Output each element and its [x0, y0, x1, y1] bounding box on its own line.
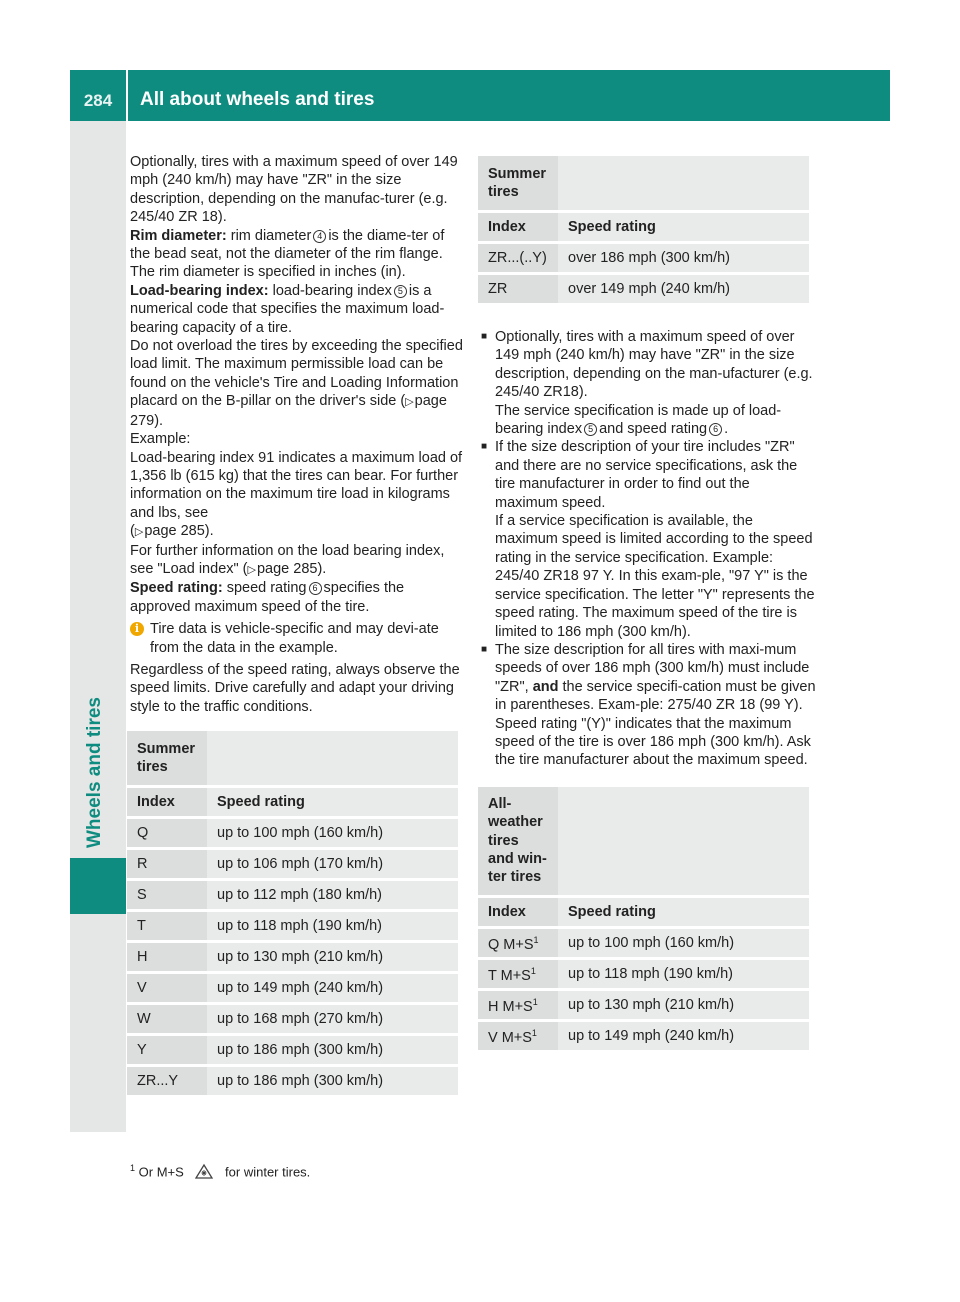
b3-text-2: the service specifi-cation must be given in parentheses. Exam-ple: 275/40 ZR 18 (99 Y). Speed rating "(Y)" indicates that the maximum speed of the tire is over 186 mph (300 km/h). Ask the tire manufacturer about the maximum speed.: [495, 678, 816, 769]
table-row: [127, 1005, 458, 1033]
table-row: [478, 991, 809, 1019]
speed-text-2: specifies the approved maximum speed of the tire.: [130, 580, 405, 615]
cell-index: [478, 1022, 558, 1050]
cell-speed: up to 100 mph (160 km/h): [207, 819, 458, 847]
footnote-ref: 1: [533, 935, 539, 946]
index-text: Q M+S: [488, 936, 534, 953]
cell-speed: up to 149 mph (240 km/h): [558, 1022, 809, 1050]
paragraph-zr: Optionally, tires with a maximum speed of over 149 mph (240 km/h) may have "ZR" in the size description, depending on the manufac-turer (e.g. 245/40 ZR 18).: [130, 154, 458, 226]
cell-index: S: [127, 881, 207, 909]
load-text-2: is a numerical code that specifies the maximum load-bearing capacity of a tire.: [130, 282, 445, 336]
snowflake-mountain-icon: [195, 1163, 213, 1179]
cell-speed: up to 100 mph (160 km/h): [558, 929, 809, 957]
bullet-subtext: If a service specification is available, the maximum speed is limited according to the speed rating in the service specification. Example: 245/40 ZR18 97 Y. In this exam-ple, "97 Y" is the service specification. The letter "Y" represents the speed rating. The maximum speed of the tire is limited to 186 mph (300 km/h).: [495, 513, 815, 640]
index-text: H M+S: [488, 998, 533, 1015]
b3-text: The size description for all tires with maxi-mum speeds of over 186 mph (300 km/h) must include "ZR",: [495, 641, 810, 695]
cell-index: H: [127, 943, 207, 971]
example-text: Load-bearing index 91 indicates a maximum load of 1,356 lb (615 kg) that the tires can bear. For further information on the maximum tire load in kilograms and lbs, see: [130, 449, 463, 521]
index-text: T M+S: [488, 967, 531, 984]
paragraph-speed: [130, 579, 465, 616]
list-item: [481, 438, 816, 640]
cell-index: [478, 991, 558, 1019]
table-row: [478, 929, 809, 957]
table-group-blank: [558, 787, 809, 895]
bullet-icon: ■: [481, 441, 488, 453]
footnote-ref: 1: [530, 966, 536, 977]
cell-index: Y: [127, 1036, 207, 1064]
cell-speed: up to 112 mph (180 km/h): [207, 881, 458, 909]
speed-label: Speed rating:: [130, 580, 223, 597]
callout-4-icon: 4: [313, 230, 326, 243]
cell-index: W: [127, 1005, 207, 1033]
right-column: [481, 153, 816, 1053]
cell-index: T: [127, 912, 207, 940]
cell-speed: up to 118 mph (190 km/h): [207, 912, 458, 940]
page-title: All about wheels and tires: [140, 89, 375, 110]
callout-5-icon: 5: [584, 423, 597, 436]
table-row: [127, 1067, 458, 1095]
list-item: [481, 641, 816, 770]
col-header-index: Index: [478, 213, 558, 241]
rim-text: rim diameter: [230, 227, 312, 244]
page-reference-285-b[interactable]: page 285).: [256, 560, 327, 577]
index-text: V M+S: [488, 1029, 532, 1046]
bullet-text: If the size description of your tire includes "ZR" and there are no service specifications, ask the tire manufacturer in order to find out the maximum speed.: [495, 439, 798, 511]
callout-5-icon: 5: [394, 285, 407, 298]
sub-text-2: and speed rating: [599, 421, 708, 438]
col-header-index: Index: [127, 788, 207, 816]
paragraph-rim: [130, 227, 465, 282]
footnote: [130, 1163, 310, 1179]
arrow-right-icon: ▷: [405, 396, 414, 409]
sidebar: [70, 121, 126, 1132]
bullet-icon: ■: [481, 643, 488, 655]
table-group-header: Summer tires: [127, 731, 207, 785]
footnote-ref: 1: [532, 997, 538, 1008]
paragraph-regardless: Regardless of the speed rating, always observe the speed limits. Drive carefully and adapt your driving style to the traffic conditions.: [130, 661, 460, 715]
cell-index: ZR...(..Y): [478, 244, 558, 272]
arrow-right-icon: ▷: [134, 526, 144, 539]
paragraph-load: [130, 282, 465, 337]
table-row: [127, 974, 458, 1002]
speed-text: speed rating: [226, 580, 307, 597]
table-group-blank: [207, 731, 458, 785]
col-header-speed: Speed rating: [558, 213, 809, 241]
table-row: [478, 275, 809, 303]
load-label: Load-bearing index:: [130, 282, 269, 299]
table-group-header: All-weather tires and win-ter tires: [478, 787, 558, 895]
cell-index: Q: [127, 819, 207, 847]
paragraph-overload: [130, 337, 465, 430]
table-row: [127, 943, 458, 971]
page-header: [70, 70, 890, 121]
cell-index: ZR: [478, 275, 558, 303]
paragraph-example: Load-bearing index 91 indicates a maximum load of 1,356 lb (615 kg) that the tires can bear. For further information on the maximum tire load in kilograms and lbs, see (▷page 285).: [130, 449, 463, 540]
cell-speed: up to 130 mph (210 km/h): [207, 943, 458, 971]
info-text: Tire data is vehicle-specific and may devi-ate from the data in the example.: [150, 621, 439, 656]
table-row: [127, 850, 458, 878]
table-row: [127, 819, 458, 847]
table-row: [478, 244, 809, 272]
callout-6-icon: 6: [309, 582, 322, 595]
overload-text: Do not overload the tires by exceeding the specified load limit. The maximum permissible load can be found on the vehicle's Tire and Loading Information placard on the B-pillar on the driver's side (: [130, 338, 463, 410]
col-header-speed: Speed rating: [207, 788, 458, 816]
page-number: 284: [83, 91, 113, 110]
page-reference-285[interactable]: page 285).: [144, 523, 214, 540]
page-reference-279[interactable]: page 279).: [130, 393, 447, 429]
table-group-header: Summer tires: [478, 156, 558, 210]
cell-speed: up to 118 mph (190 km/h): [558, 960, 809, 988]
cell-speed: up to 186 mph (300 km/h): [207, 1036, 458, 1064]
cell-speed: up to 130 mph (210 km/h): [558, 991, 809, 1019]
winter-tires-table: [478, 784, 809, 1053]
table-group-blank: [558, 156, 809, 210]
info-note: [130, 620, 465, 657]
example-label: Example:: [130, 431, 191, 448]
cell-index: ZR...Y: [127, 1067, 207, 1095]
table-row: [127, 881, 458, 909]
bullet-text: Optionally, tires with a maximum speed of over 149 mph (240 km/h) may have "ZR" in the size description, depending on the man-ufacturer (e.g. 245/40 ZR18).: [495, 329, 813, 401]
paragraph-further: [130, 542, 465, 580]
arrow-right-icon: ▷: [247, 563, 256, 576]
cell-speed: over 186 mph (300 km/h): [558, 244, 809, 272]
cell-speed: up to 168 mph (270 km/h): [207, 1005, 458, 1033]
summer-tires-table: [127, 728, 458, 1098]
bullet-icon: ■: [481, 331, 488, 342]
table-row: [127, 1036, 458, 1064]
cell-index: R: [127, 850, 207, 878]
cell-speed: up to 186 mph (300 km/h): [207, 1067, 458, 1095]
bullet-text: [495, 641, 816, 770]
cell-index: V: [127, 974, 207, 1002]
load-text: load-bearing index: [272, 282, 392, 299]
header-divider: [126, 70, 128, 121]
further-text: For further information on the load bearing index, see "Load index" (: [130, 542, 445, 577]
left-column: [130, 153, 465, 1098]
sidebar-section-label: Wheels and tires: [84, 697, 105, 848]
col-header-index: Index: [478, 898, 558, 926]
cell-speed: up to 149 mph (240 km/h): [207, 974, 458, 1002]
footnote-text: Or M+S: [138, 1164, 184, 1180]
cell-speed: up to 106 mph (170 km/h): [207, 850, 458, 878]
table-row: [127, 912, 458, 940]
footnote-number: 1: [130, 1163, 136, 1173]
bullet-list: [481, 328, 816, 770]
sub-text: The service specification is made up of load-bearing index: [495, 402, 782, 438]
col-header-speed: Speed rating: [558, 898, 809, 926]
cell-index: [478, 929, 558, 957]
info-icon: i: [130, 622, 144, 636]
callout-6-icon: 6: [709, 423, 722, 436]
table-row: [478, 1022, 809, 1050]
sub-text-3: .: [724, 421, 729, 438]
b3-emphasis: and: [532, 678, 559, 695]
cell-index: [478, 960, 558, 988]
sidebar-marker: [70, 858, 126, 914]
summer-tires-zr-table: [478, 153, 809, 306]
footnote-ref: 1: [531, 1028, 537, 1039]
rim-text-2: is the diame-ter of the bead seat, not the diameter of the rim flange. The rim diameter is specified in inches (in).: [130, 227, 445, 281]
list-item: [481, 328, 816, 438]
bullet-subtext: [495, 402, 816, 439]
cell-speed: over 149 mph (240 km/h): [558, 275, 809, 303]
table-row: [478, 960, 809, 988]
rim-label: Rim diameter:: [130, 227, 227, 244]
footnote-text-2: for winter tires.: [225, 1164, 311, 1180]
